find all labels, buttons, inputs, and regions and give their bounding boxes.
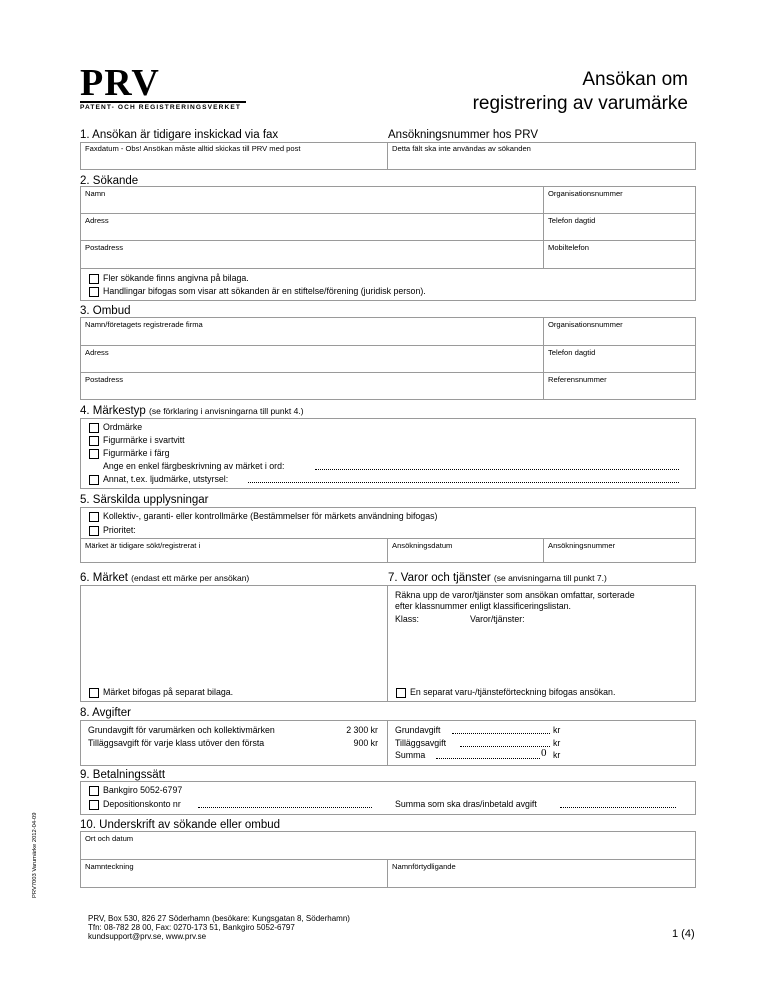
fee-additional-amount: 900 kr xyxy=(353,738,378,748)
goods-list-attachment-label: En separat varu-/tjänsteförteckning bifogas ansökan. xyxy=(410,687,616,697)
applicant-mobile-field[interactable]: Mobiltelefon xyxy=(548,243,589,252)
goods-description-1: Räkna upp de varor/tjänster som ansökan omfattar, sorterade xyxy=(395,590,635,600)
sum-label: Summa xyxy=(395,750,426,760)
section-9-heading: 9. Betalningssätt xyxy=(80,769,166,781)
section-10-heading: 10. Underskrift av sökande eller ombud xyxy=(80,819,281,831)
section-7-title: 7. Varor och tjänster xyxy=(388,572,491,584)
additional-fee-field[interactable] xyxy=(460,739,550,747)
section-6-note: (endast ett märke per ansökan) xyxy=(131,573,250,583)
footer-web: kundsupport@prv.se, www.prv.se xyxy=(88,932,207,941)
document-title-line1: Ansökan om xyxy=(582,69,688,90)
collective-mark-label: Kollektiv-, garanti- eller kontrollmärke (Bestämmelser för märkets användning bifogas) xyxy=(103,511,438,521)
priority-label: Prioritet: xyxy=(103,525,136,535)
deposit-account-label: Depositionskonto nr xyxy=(103,799,181,809)
sum-kr: kr xyxy=(553,750,561,760)
logo-subtitle: PATENT- OCH REGISTRERINGSVERKET xyxy=(80,104,241,111)
fax-date-field[interactable]: Faxdatum - Obs! Ansökan måste alltid skickas till PRV med post xyxy=(85,144,301,153)
color-description-label: Ange en enkel färgbeskrivning av märket i ord: xyxy=(103,461,285,471)
previous-registration-field[interactable]: Märket är tidigare sökt/registrerat i xyxy=(85,541,201,550)
sum-field[interactable] xyxy=(436,751,540,759)
figure-bw-checkbox[interactable] xyxy=(89,436,99,446)
agent-postal-field[interactable]: Postadress xyxy=(85,375,123,384)
deposit-account-field[interactable] xyxy=(198,800,372,808)
applicant-name-field[interactable]: Namn xyxy=(85,189,106,198)
more-applicants-checkbox[interactable] xyxy=(89,274,99,284)
word-mark-label: Ordmärke xyxy=(103,422,143,432)
mark-attachment-label: Märket bifogas på separat bilaga. xyxy=(103,687,234,697)
footer-address: PRV, Box 530, 826 27 Söderhamn (besökare: Kungsgatan 8, Söderhamn) xyxy=(88,914,350,923)
figure-color-checkbox[interactable] xyxy=(89,449,99,459)
fee-additional-label: Tilläggsavgift för varje klass utöver den första xyxy=(88,738,265,748)
other-mark-field[interactable] xyxy=(248,475,679,483)
section-6-heading xyxy=(80,572,249,585)
color-description-field[interactable] xyxy=(315,462,679,470)
applicant-postal-field[interactable]: Postadress xyxy=(85,243,123,252)
additional-fee-label: Tilläggsavgift xyxy=(395,738,447,748)
section-4-title: 4. Märkestyp xyxy=(80,405,146,417)
fee-basic-amount: 2 300 kr xyxy=(346,725,378,735)
section-8-heading: 8. Avgifter xyxy=(80,707,131,719)
section-2-heading: 2. Sökande xyxy=(80,175,139,187)
figure-bw-label: Figurmärke i svartvitt xyxy=(103,435,185,445)
agent-reference-field[interactable]: Referensnummer xyxy=(548,375,607,384)
section-5-heading: 5. Särskilda upplysningar xyxy=(80,494,209,506)
word-mark-checkbox[interactable] xyxy=(89,423,99,433)
mark-attachment-checkbox[interactable] xyxy=(89,688,99,698)
goods-list-attachment-checkbox[interactable] xyxy=(396,688,406,698)
section-6-title: 6. Märket xyxy=(80,572,128,584)
legal-entity-checkbox[interactable] xyxy=(89,287,99,297)
agent-box xyxy=(80,317,696,400)
basic-fee-field[interactable] xyxy=(452,726,550,734)
sum-value: 0 xyxy=(541,747,547,759)
bankgiro-checkbox[interactable] xyxy=(89,786,99,796)
document-title-line2: registrering av varumärke xyxy=(472,93,688,114)
name-clarification-field[interactable]: Namnförtydligande xyxy=(392,862,456,871)
footer-contact: Tfn: 08-782 28 00, Fax: 0270-173 51, Bankgiro 5052-6797 xyxy=(88,923,295,932)
section-7-note: (se anvisningarna till punkt 7.) xyxy=(493,573,607,583)
fee-basic-label: Grundavgift för varumärken och kollektivmärken xyxy=(88,725,275,735)
form-id: PRV7003 Varumärke 2012-04-09 xyxy=(32,812,38,898)
other-mark-label: Annat, t.ex. ljudmärke, utstyrsel: xyxy=(103,474,229,484)
goods-services-label: Varor/tjänster: xyxy=(470,614,525,624)
agent-orgnr-field[interactable]: Organisationsnummer xyxy=(548,320,623,329)
section-3-heading: 3. Ombud xyxy=(80,305,131,317)
agent-address-field[interactable]: Adress xyxy=(85,348,109,357)
logo-rule xyxy=(80,101,246,103)
priority-checkbox[interactable] xyxy=(89,526,99,536)
prv-logo: PRV xyxy=(80,62,160,104)
application-number-field: Detta fält ska inte användas av sökanden xyxy=(392,144,531,153)
mark-image-area[interactable] xyxy=(81,586,386,684)
more-applicants-label: Fler sökande finns angivna på bilaga. xyxy=(103,273,249,283)
applicant-orgnr-field[interactable]: Organisationsnummer xyxy=(548,189,623,198)
section-4-note: (se förklaring i anvisningarna till punkt 4.) xyxy=(149,406,304,416)
section-1-heading: 1. Ansökan är tidigare inskickad via fax xyxy=(80,129,279,141)
goods-description-2: efter klassnummer enligt klassificeringslistan. xyxy=(395,601,572,611)
application-number-heading: Ansökningsnummer hos PRV xyxy=(388,129,538,141)
signature-field[interactable]: Namnteckning xyxy=(85,862,134,871)
bankgiro-label: Bankgiro 5052-6797 xyxy=(103,785,183,795)
figure-color-label: Figurmärke i färg xyxy=(103,448,170,458)
priority-date-field[interactable]: Ansökningsdatum xyxy=(392,541,453,550)
section-4-heading xyxy=(80,405,304,418)
sum-deducted-label: Summa som ska dras/inbetald avgift xyxy=(395,799,537,809)
priority-number-field[interactable]: Ansökningsnummer xyxy=(548,541,616,550)
basic-fee-kr: kr xyxy=(553,725,561,735)
additional-fee-kr: kr xyxy=(553,738,561,748)
place-date-field[interactable]: Ort och datum xyxy=(85,834,134,843)
collective-mark-checkbox[interactable] xyxy=(89,512,99,522)
basic-fee-label: Grundavgift xyxy=(395,725,441,735)
class-label: Klass: xyxy=(395,614,419,624)
applicant-phone-field[interactable]: Telefon dagtid xyxy=(548,216,596,225)
other-mark-checkbox[interactable] xyxy=(89,475,99,485)
deposit-account-checkbox[interactable] xyxy=(89,800,99,810)
agent-name-field[interactable]: Namn/företagets registrerade firma xyxy=(85,320,203,329)
sum-deducted-field[interactable] xyxy=(560,800,676,808)
page-number: 1 (4) xyxy=(672,928,695,940)
applicant-address-field[interactable]: Adress xyxy=(85,216,109,225)
legal-entity-label: Handlingar bifogas som visar att sökanden är en stiftelse/förening (juridisk person). xyxy=(103,286,426,296)
agent-phone-field[interactable]: Telefon dagtid xyxy=(548,348,596,357)
section-7-heading xyxy=(388,572,607,585)
